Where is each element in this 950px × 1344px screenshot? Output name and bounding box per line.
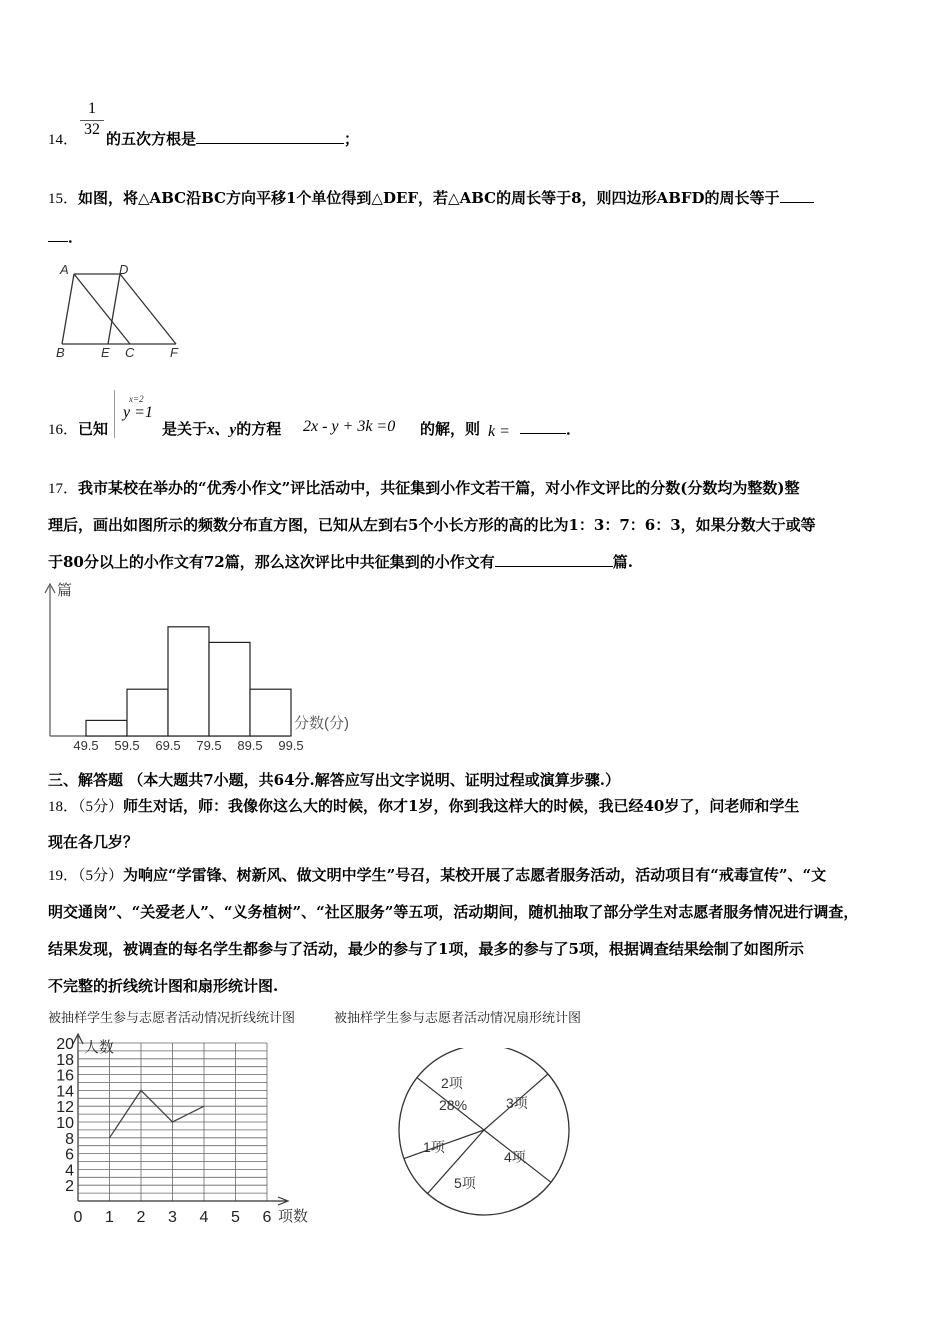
q14-number: 14． bbox=[48, 132, 79, 148]
pie-label-4: 4项 bbox=[504, 1149, 526, 1165]
system-bottom: y =1 bbox=[123, 404, 153, 421]
q18-number: 18． bbox=[48, 799, 79, 815]
line-chart-xtick: 3 bbox=[168, 1209, 177, 1226]
line-chart-xtick: 2 bbox=[136, 1209, 146, 1226]
label-d: D bbox=[119, 262, 129, 277]
histogram-bar-2 bbox=[127, 689, 168, 736]
q19-line2: 明交通岗”、“关爱老人”、“义务植树”、“社区服务”等五项，活动期间，随机抽取了部分学生对志愿者服务情况进行调查， bbox=[48, 903, 859, 921]
section3-heading: 三、解答题 （本大题共7小题，共64分.解答应写出文字说明、证明过程或演算步骤.） bbox=[48, 771, 620, 789]
histogram-chart bbox=[40, 578, 370, 758]
histogram-bar-3 bbox=[168, 627, 209, 736]
pie-chart bbox=[396, 1048, 572, 1224]
system-top: x=2 bbox=[129, 394, 144, 404]
q19-line1 bbox=[48, 864, 826, 885]
pie-percent-2: 28% bbox=[439, 1097, 468, 1113]
label-b: B bbox=[56, 345, 65, 360]
histogram-bar-1 bbox=[86, 720, 127, 736]
q14-end: ； bbox=[344, 130, 360, 148]
q15-end: ． bbox=[68, 228, 84, 246]
histogram-tick-label: 49.5 bbox=[73, 738, 99, 753]
line-chart-ytick: 4 bbox=[65, 1162, 74, 1180]
q16-mid2: 的方程 bbox=[236, 420, 282, 438]
q19-number: 19． bbox=[48, 868, 79, 884]
histogram-xlabel: 分数(分) bbox=[294, 715, 349, 732]
q15-line1 bbox=[48, 187, 814, 208]
q17-line2: 理后，画出如图所示的频数分布直方图，已知从左到右5个小长方形的高的比为1：3：7：6：3，如果分数大于或等 bbox=[48, 516, 816, 534]
q16-blank bbox=[520, 418, 581, 439]
q17-text1: 我市某校在举办的“优秀小作文”评比活动中，共征集到小作文若干篇，对小作文评比的分数(分数均为整数)整 bbox=[78, 479, 800, 497]
pie-label-1: 1项 bbox=[423, 1139, 445, 1155]
histogram-bar-5 bbox=[250, 689, 291, 736]
line-chart-xtick: 1 bbox=[105, 1209, 114, 1226]
answer-blank-cont bbox=[48, 240, 68, 242]
line-chart-ytick: 2 bbox=[65, 1178, 74, 1196]
q19-line3: 结果发现，被调查的每名学生都参与了活动，最少的参与了1项，最多的参与了5项，根据调查结果绘制了如图所示 bbox=[48, 940, 804, 958]
q14-text bbox=[106, 128, 359, 149]
q17-text3: 于80分以上的小作文有72篇，那么这次评比中共征集到的小作文有 bbox=[48, 553, 495, 571]
line-chart-ytick: 20 bbox=[56, 1036, 74, 1053]
line-chart-ytick: 6 bbox=[65, 1146, 74, 1164]
histogram-tick-label: 99.5 bbox=[278, 738, 304, 753]
q15-line2 bbox=[48, 226, 83, 247]
q16-mid: 是关于 bbox=[162, 420, 208, 438]
line-chart-ytick: 8 bbox=[65, 1130, 74, 1148]
pie-label-2: 2项 bbox=[441, 1075, 463, 1091]
pie-label-3: 3项 bbox=[506, 1095, 528, 1111]
line-chart-ytick: 12 bbox=[56, 1099, 74, 1117]
q18-score: （5分） bbox=[78, 799, 124, 815]
segment-ab bbox=[62, 274, 74, 344]
q19-line4: 不完整的折线统计图和扇形统计图. bbox=[48, 977, 279, 995]
label-f: F bbox=[170, 345, 178, 360]
answer-blank bbox=[520, 432, 566, 434]
pie-chart-title: 被抽样学生参与志愿者活动情况扇形统计图 bbox=[334, 1011, 582, 1026]
q16-post: 的解，则 bbox=[420, 420, 481, 438]
line-chart-ytick: 10 bbox=[56, 1115, 74, 1132]
q18-line2: 现在各几岁？ bbox=[48, 833, 139, 851]
label-c: C bbox=[125, 345, 135, 360]
pie-label-5: 5项 bbox=[454, 1175, 476, 1191]
q17-number: 17． bbox=[48, 481, 79, 497]
histogram-tick-label: 69.5 bbox=[155, 738, 181, 753]
q16-k: k = bbox=[488, 423, 510, 440]
line-chart-title: 被抽样学生参与志愿者活动情况折线统计图 bbox=[48, 1011, 296, 1026]
q16-equation: 2x - y + 3k =0 bbox=[303, 418, 396, 435]
q17-line1 bbox=[48, 477, 799, 498]
line-chart-xtick: 5 bbox=[231, 1209, 240, 1226]
q16-line-b bbox=[162, 418, 281, 439]
q14-question: 的五次方根是 bbox=[106, 130, 197, 148]
q15-figure bbox=[50, 262, 190, 362]
histogram-bar-4 bbox=[209, 642, 250, 736]
q17-end: 篇. bbox=[612, 553, 633, 571]
fraction-numerator: 1 bbox=[88, 100, 96, 117]
line-chart-xtick: 6 bbox=[262, 1209, 272, 1226]
answer-blank bbox=[196, 142, 344, 144]
label-a: A bbox=[60, 262, 69, 277]
q16-pre: 已知 bbox=[78, 420, 109, 438]
segment-df bbox=[120, 274, 176, 344]
q16-line bbox=[48, 418, 108, 439]
line-chart-xtick: 4 bbox=[199, 1209, 209, 1226]
line-chart-xtick: 0 bbox=[73, 1209, 83, 1226]
line-chart-ytick: 16 bbox=[56, 1067, 74, 1085]
q16-vars: x、y bbox=[207, 422, 237, 438]
segment-ac bbox=[74, 274, 130, 344]
line-chart-ytick: 18 bbox=[56, 1051, 74, 1069]
q14-fraction bbox=[80, 100, 104, 139]
q16-number: 16． bbox=[48, 422, 79, 438]
q15-question: 如图，将△ABC沿BC方向平移1个单位得到△DEF，若△ABC的周长等于8，则四边形ABFD的周长等于 bbox=[78, 189, 780, 207]
segment-de bbox=[108, 274, 120, 344]
q19-score: （5分） bbox=[78, 868, 124, 884]
line-chart bbox=[40, 1030, 330, 1230]
q17-line3 bbox=[48, 551, 633, 572]
q16-end: ． bbox=[566, 420, 582, 438]
histogram-ylabel: 篇 bbox=[57, 582, 73, 599]
pie-outline bbox=[399, 1048, 569, 1215]
fraction-denominator: 32 bbox=[84, 121, 100, 138]
q18-text1: 师生对话，师：我像你这么大的时候，你才1岁，你到我这样大的时候，我已经40岁了，问老师和学生 bbox=[123, 797, 800, 815]
line-chart-ylabel: 人数 bbox=[84, 1039, 115, 1056]
equation-system bbox=[114, 390, 159, 438]
q19-text1: 为响应“学雷锋、树新风、做文明中学生”号召，某校开展了志愿者服务活动，活动项目有“戒毒宣传”、“文 bbox=[123, 866, 827, 884]
line-chart-ytick: 14 bbox=[56, 1083, 74, 1101]
histogram-tick-label: 59.5 bbox=[114, 738, 140, 753]
histogram-tick-label: 89.5 bbox=[237, 738, 263, 753]
q15-number: 15． bbox=[48, 191, 79, 207]
q18-line1 bbox=[48, 795, 799, 816]
line-chart-xlabel: 项数 bbox=[278, 1208, 309, 1225]
label-e: E bbox=[101, 345, 110, 360]
answer-blank bbox=[780, 201, 814, 203]
answer-blank bbox=[495, 565, 613, 567]
histogram-tick-label: 79.5 bbox=[196, 738, 222, 753]
